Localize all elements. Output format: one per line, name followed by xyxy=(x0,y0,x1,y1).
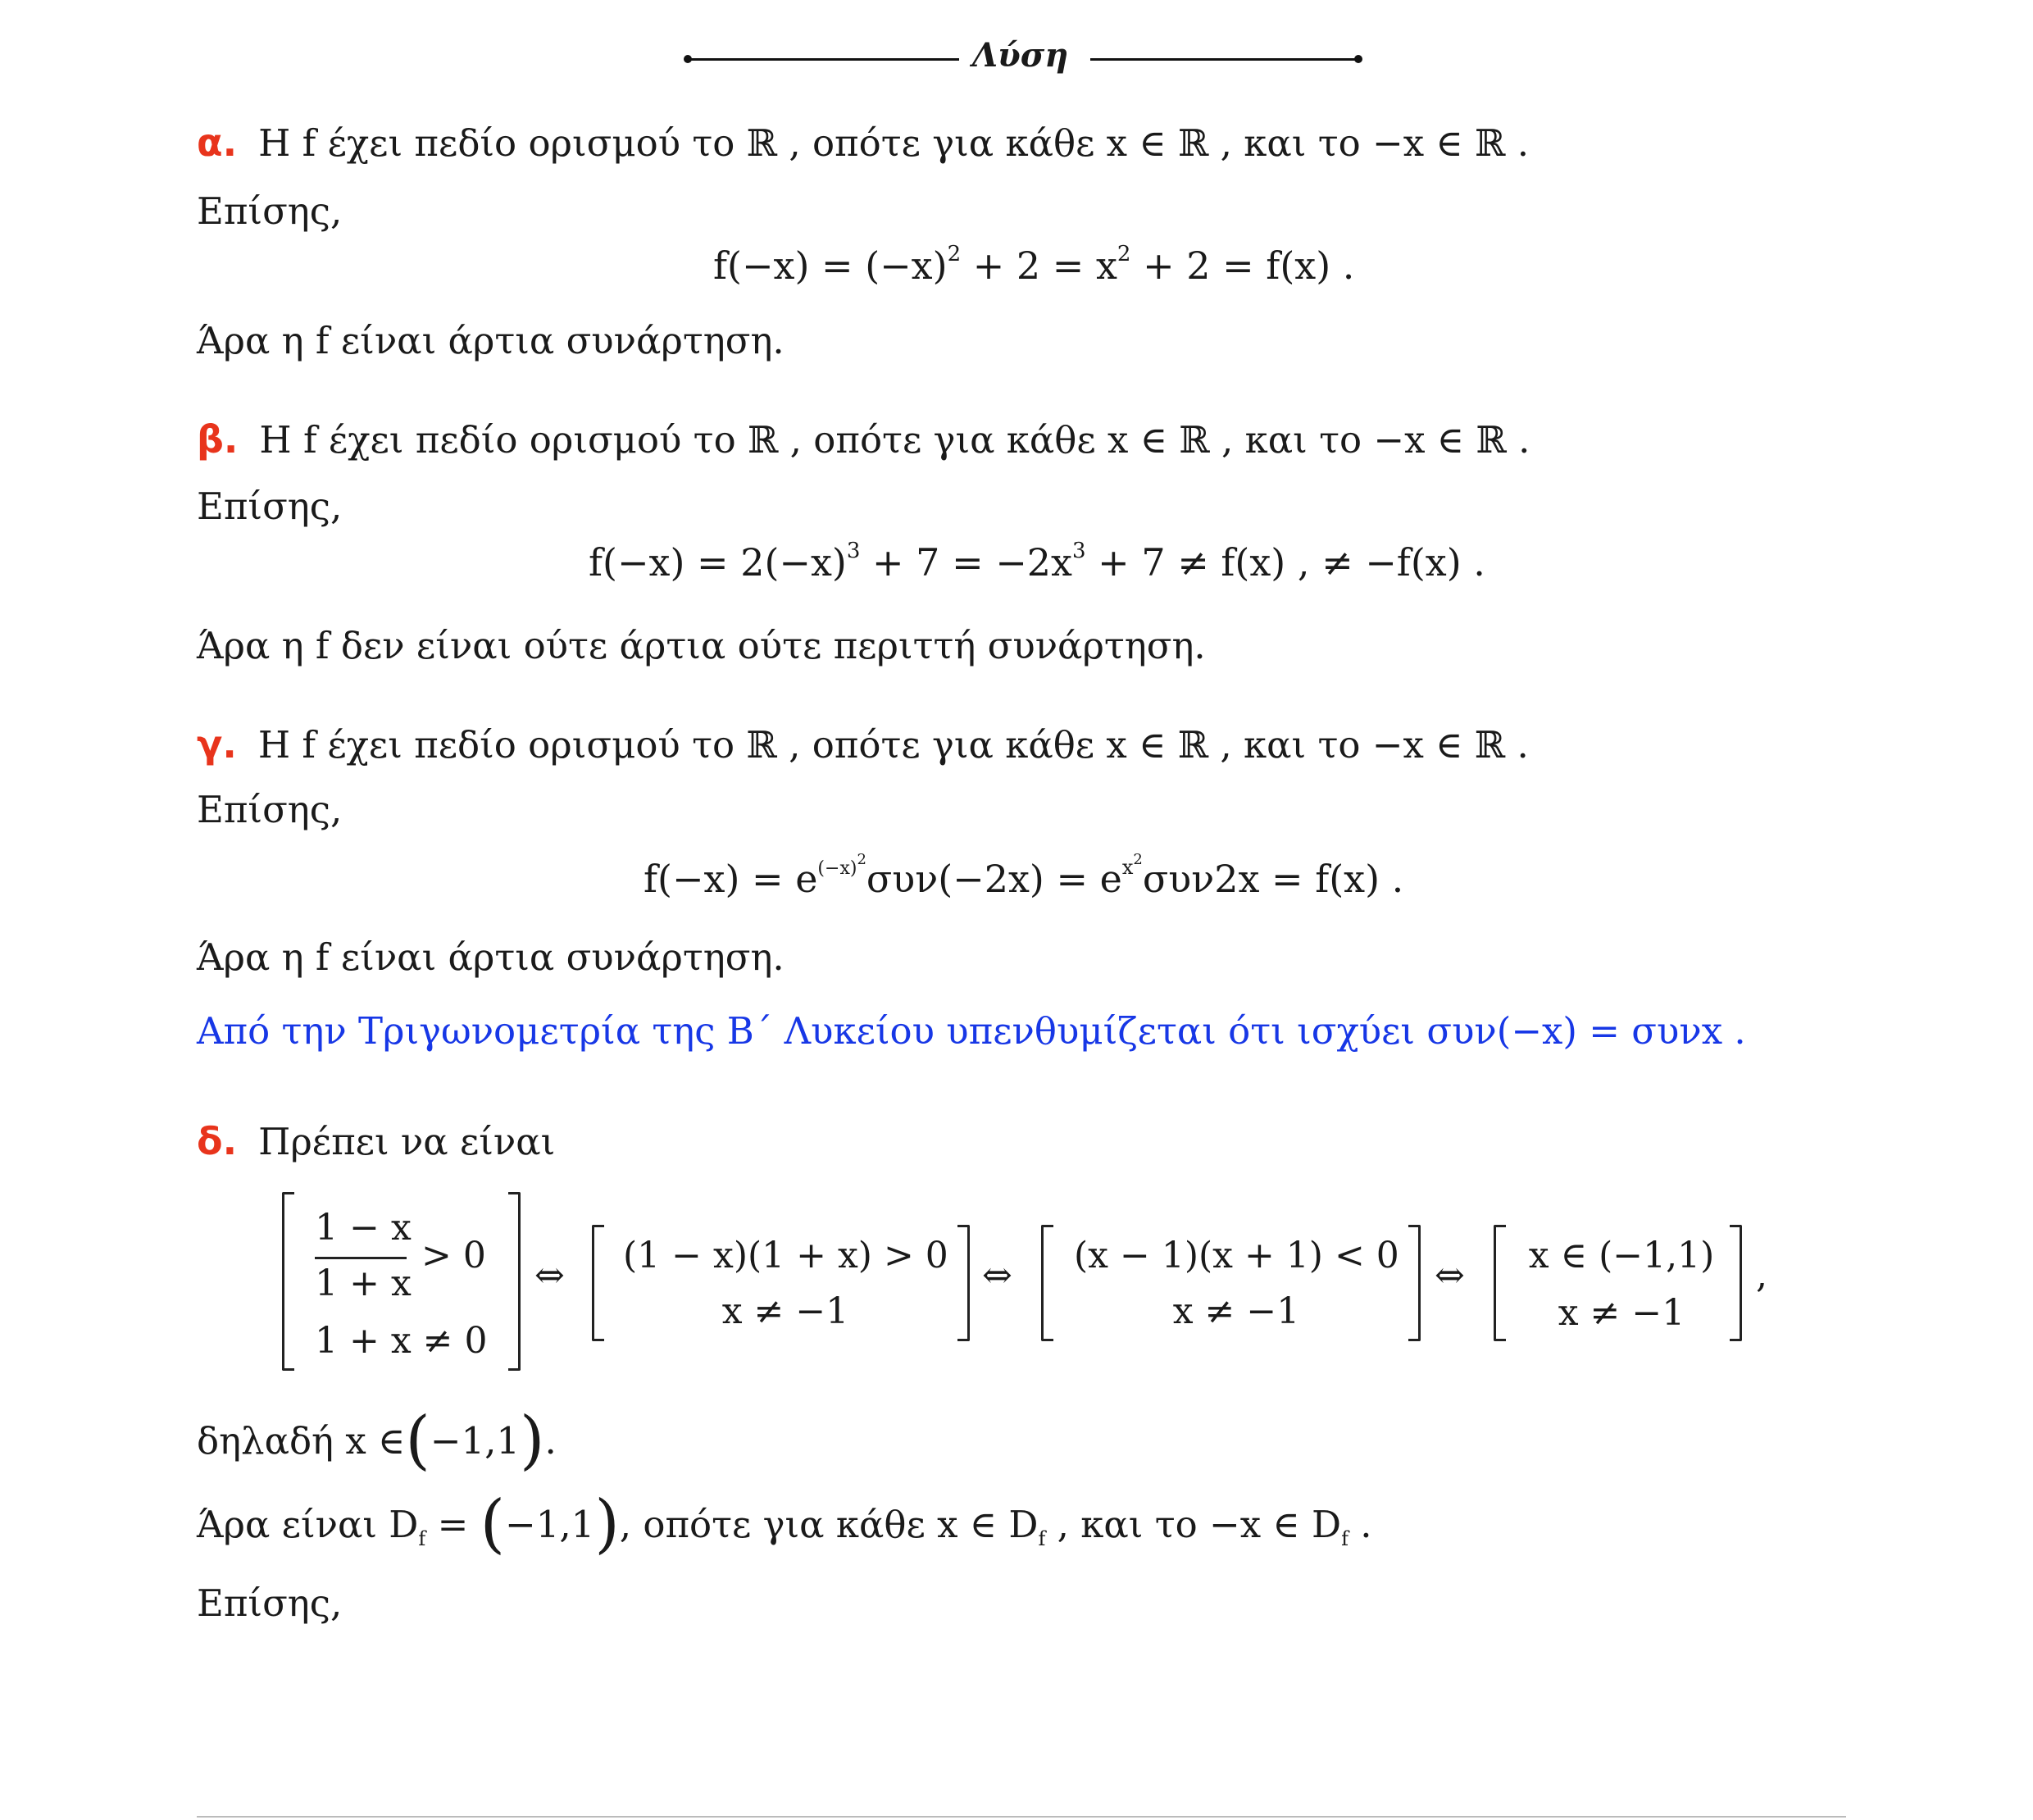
system1-left-bracket xyxy=(282,1192,294,1371)
part-b-line1 xyxy=(197,416,1530,463)
domain-interval: −1,1 xyxy=(430,1419,521,1463)
iff-arrow-1: ⇔ xyxy=(534,1254,565,1296)
part-d-line1 xyxy=(197,1118,555,1165)
system1-right-bracket xyxy=(508,1192,521,1371)
system3-row1: (x − 1)(x + 1) < 0 xyxy=(1074,1235,1399,1276)
part-c-equation: $f(-x) = e^{(-x)^2}\sigma\upsilon\nu(-2x) = e^{x^2}\sigma\upsilon\nu 2x = f(x)$ . xyxy=(644,851,1404,901)
part-a-label: α. xyxy=(197,121,238,165)
part-a-conclusion: Άρα η f είναι άρτια συνάρτηση. xyxy=(197,319,785,362)
part-b-line1-text: Η f έχει πεδίο ορισμού το ℝ , οπότε για κάθε x ∈ ℝ , και το −x ∈ ℝ . xyxy=(259,418,1530,462)
part-d-dilady-line: δηλαδή x ∈(−1,1). xyxy=(197,1404,557,1477)
part-d-label: δ. xyxy=(197,1119,238,1163)
part-a-equation: $f(-x) = (-x)^2 + 2 = x^2 + 2 = f(x)$ . xyxy=(713,242,1355,288)
part-b-line2: Επίσης, xyxy=(197,485,343,528)
header-dot-right xyxy=(1354,55,1362,63)
part-c-line1 xyxy=(197,721,1529,768)
system4-left-bracket xyxy=(1494,1225,1506,1341)
system1-denominator: 1 + x xyxy=(315,1263,412,1304)
system3-row2: x ≠ −1 xyxy=(1172,1290,1300,1332)
system2-row1: (1 − x)(1 + x) > 0 xyxy=(623,1235,948,1276)
header-rule-left xyxy=(687,58,959,61)
part-d-ara-line: Άρα είναι $D_f = (-1,1)$, οπότε για κάθε x ∈ $D_f$ , και το −x ∈ $D_f$ . xyxy=(197,1487,1372,1561)
system1-row2: 1 + x ≠ 0 xyxy=(315,1320,488,1362)
system3-right-bracket xyxy=(1408,1225,1421,1341)
part-d-intro: Πρέπει να είναι xyxy=(258,1120,556,1163)
interval-close-paren: ) xyxy=(594,1487,620,1561)
part-c-line2: Επίσης, xyxy=(197,788,343,831)
domain-interval: −1,1 xyxy=(505,1503,595,1546)
system4-row2: x ≠ −1 xyxy=(1558,1292,1685,1334)
part-a-line1-text: Η f έχει πεδίο ορισμού το ℝ , οπότε για κάθε x ∈ ℝ , και το −x ∈ ℝ . xyxy=(258,121,1530,165)
system3-left-bracket xyxy=(1041,1225,1053,1341)
part-c-conclusion: Άρα η f είναι άρτια συνάρτηση. xyxy=(197,935,785,979)
interval-open-paren: ( xyxy=(405,1404,430,1477)
part-c-label: γ. xyxy=(197,722,237,767)
part-a-line2: Επίσης, xyxy=(197,189,343,233)
system4-right-bracket xyxy=(1730,1225,1742,1341)
system2-left-bracket xyxy=(592,1225,604,1341)
system2-row2: x ≠ −1 xyxy=(721,1290,849,1332)
interval-open-paren: ( xyxy=(480,1487,506,1561)
part-d-last-line: Επίσης, xyxy=(197,1581,343,1625)
footer-rule xyxy=(197,1816,1846,1818)
page-title: Λύση xyxy=(972,36,1069,75)
part-b-equation: $f(-x) = 2(-x)^3 + 7 = -2x^3 + 7 \ne f(x)$ , ≠ −f(x) . xyxy=(589,539,1485,585)
interval-close-paren: ) xyxy=(520,1404,545,1477)
system1-numerator: 1 − x xyxy=(315,1207,412,1249)
system4-row1: x ∈ (−1,1) xyxy=(1528,1235,1715,1276)
part-a-line1 xyxy=(197,120,1529,166)
part-b-label: β. xyxy=(197,417,239,462)
part-c-line1-text: Η f έχει πεδίο ορισμού το ℝ , οπότε για κάθε x ∈ ℝ , και το −x ∈ ℝ . xyxy=(257,723,1529,767)
system1-fraction-bar xyxy=(315,1257,407,1259)
header-rule-right xyxy=(1090,58,1361,61)
iff-arrow-3: ⇔ xyxy=(1435,1254,1465,1296)
system-trailing-comma: , xyxy=(1756,1254,1767,1296)
part-b-conclusion: Άρα η f δεν είναι ούτε άρτια ούτε περιττή συνάρτηση. xyxy=(197,624,1206,667)
system1-relation: > 0 xyxy=(421,1235,486,1276)
part-c-note: Από την Τριγωνομετρία της Β΄ Λυκείου υπενθυμίζεται ότι ισχύει συν(−x) = συνx . xyxy=(197,1009,1746,1053)
iff-arrow-2: ⇔ xyxy=(982,1254,1012,1296)
system2-right-bracket xyxy=(957,1225,970,1341)
